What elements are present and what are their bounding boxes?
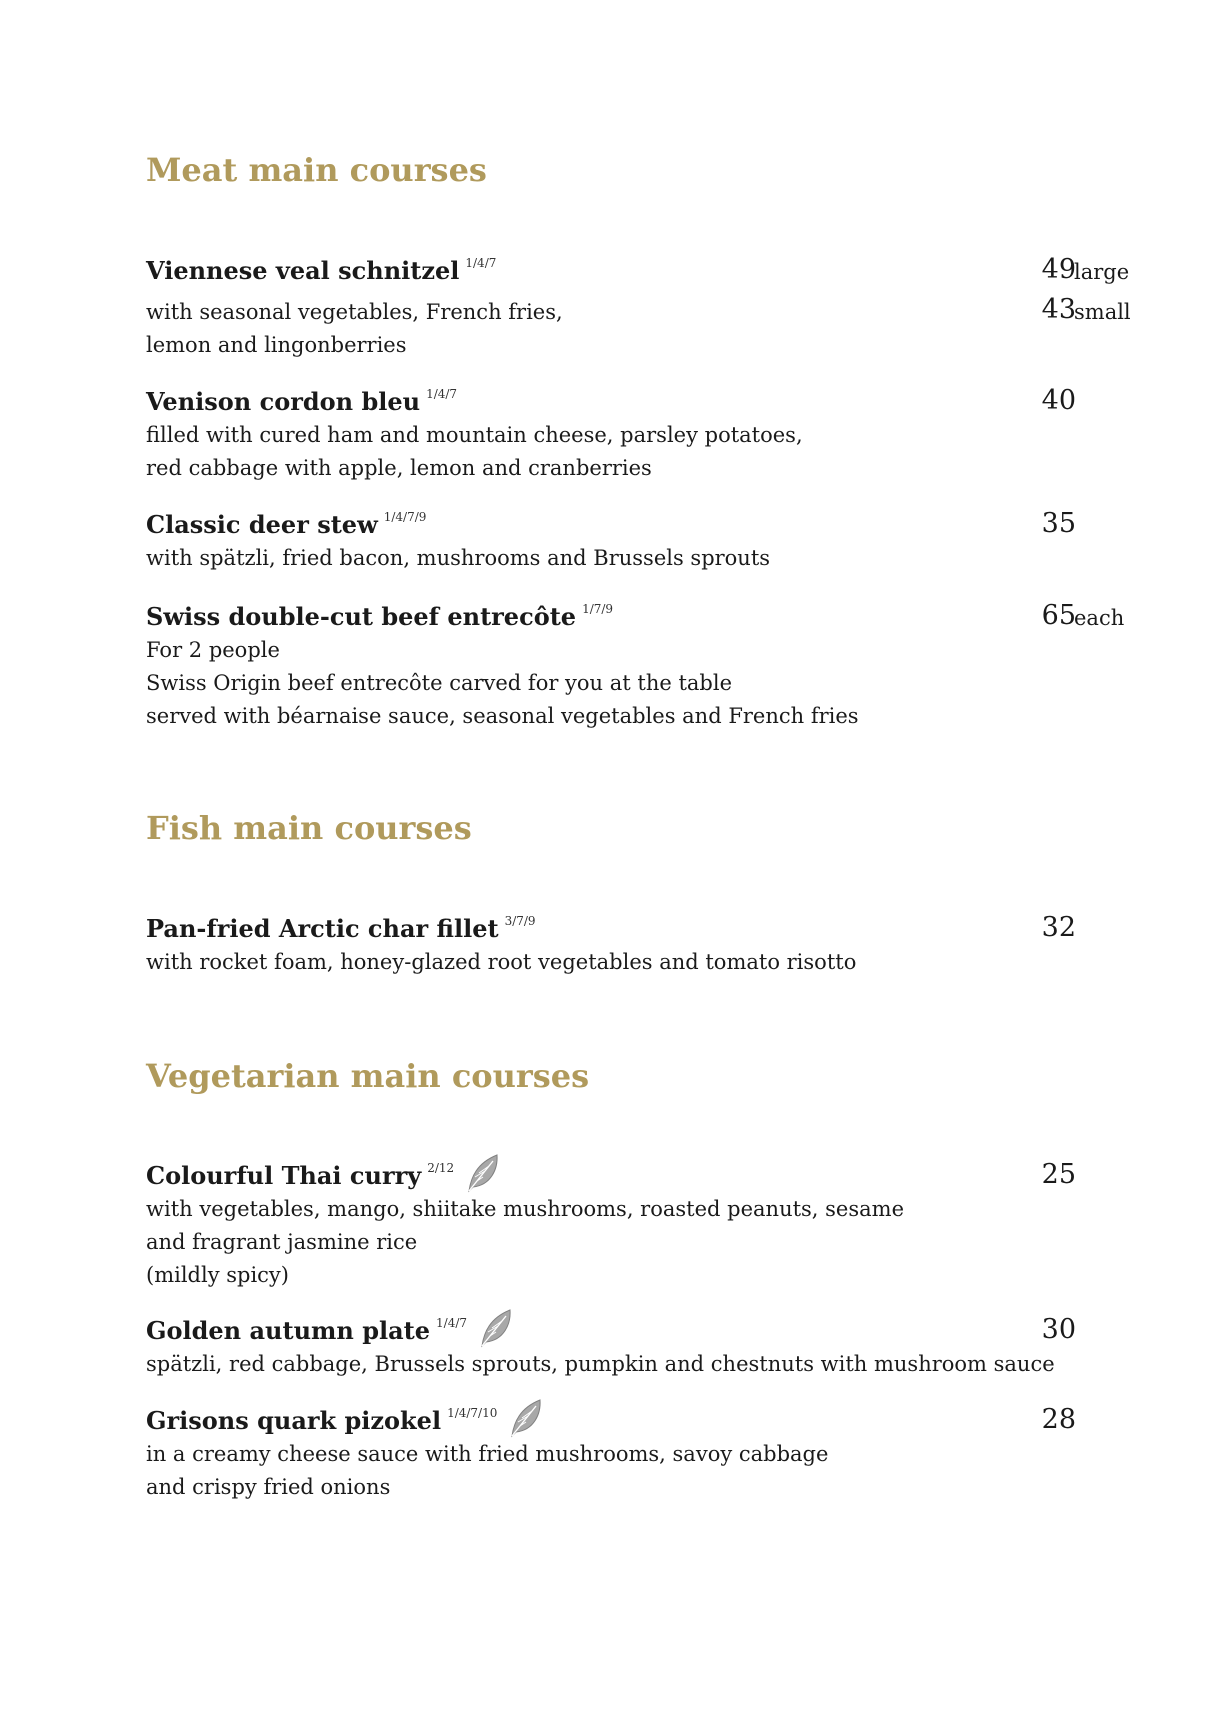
leaf-icon: [478, 1308, 514, 1352]
dish-name: Classic deer stew: [146, 510, 378, 539]
dish-description-line: in a creamy cheese sauce with fried mushrooms, savoy cabbage: [146, 1442, 829, 1466]
allergen-codes: 2/12: [427, 1161, 455, 1175]
dish-name: Golden autumn plate: [146, 1316, 431, 1345]
dish-name: Viennese veal schnitzel: [146, 256, 460, 285]
dish-deer-stew: [146, 508, 1076, 575]
dish-description-line: lemon and lingonberries: [146, 333, 407, 357]
dish-name: Venison cordon bleu: [146, 387, 421, 416]
dish-description-line: and crispy fried onions: [146, 1475, 391, 1499]
dish-description-line: with seasonal vegetables, French fries,: [146, 300, 563, 324]
dish-description-line: with rocket foam, honey-glazed root vegetables and tomato risotto: [146, 950, 857, 974]
dish-veal-schnitzel: [146, 254, 1131, 362]
dish-description-line: and fragrant jasmine rice: [146, 1230, 418, 1254]
dish-description-line: served with béarnaise sauce, seasonal vegetables and French fries: [146, 704, 859, 728]
dish-beef-entrecote: [146, 600, 1125, 733]
price-small: 43: [1041, 294, 1076, 325]
allergen-codes: 1/4/7: [465, 256, 497, 270]
dish-name: Pan-fried Arctic char fillet: [146, 914, 499, 943]
dish-description-line: Swiss Origin beef entrecôte carved for you at the table: [146, 671, 733, 695]
section-title-fish: Fish main courses: [146, 809, 472, 847]
price: 35: [1041, 508, 1076, 539]
dish-description-line: For 2 people: [146, 638, 280, 662]
dish-description-line: (mildly spicy): [146, 1263, 289, 1287]
dish-name: Colourful Thai curry: [146, 1161, 422, 1190]
size-label-small: small: [1074, 300, 1131, 324]
dish-description-line: with spätzli, fried bacon, mushrooms and Brussels sprouts: [146, 546, 771, 570]
dish-description-line: spätzli, red cabbage, Brussels sprouts, pumpkin and chestnuts with mushroom sauce: [146, 1352, 1055, 1376]
dish-thai-curry: [146, 1159, 1076, 1292]
leaf-icon: [508, 1398, 544, 1442]
price: 30: [1041, 1314, 1076, 1345]
dish-name: Grisons quark pizokel: [146, 1406, 442, 1435]
dish-description-line: filled with cured ham and mountain cheese, parsley potatoes,: [146, 423, 803, 447]
section-title-meat: Meat main courses: [146, 151, 487, 189]
dish-golden-autumn-plate: [146, 1314, 1076, 1381]
unit-label: each: [1074, 606, 1125, 630]
dish-quark-pizokel: [146, 1404, 1076, 1504]
section-title-vegetarian: Vegetarian main courses: [146, 1057, 590, 1095]
leaf-icon: [465, 1153, 501, 1197]
price: 40: [1041, 385, 1076, 416]
price: 32: [1041, 912, 1076, 943]
allergen-codes: 1/4/7/9: [383, 510, 427, 524]
allergen-codes: 1/7/9: [582, 602, 614, 616]
dish-arctic-char: [146, 912, 1076, 979]
dish-name: Swiss double-cut beef entrecôte: [146, 602, 577, 631]
allergen-codes: 3/7/9: [504, 914, 536, 928]
allergen-codes: 1/4/7: [436, 1316, 468, 1330]
dish-venison-cordon-bleu: [146, 385, 1076, 485]
price: 25: [1041, 1159, 1076, 1190]
allergen-codes: 1/4/7/10: [447, 1406, 498, 1420]
dish-description-line: with vegetables, mango, shiitake mushrooms, roasted peanuts, sesame: [146, 1197, 904, 1221]
allergen-codes: 1/4/7: [426, 387, 458, 401]
dish-description-line: red cabbage with apple, lemon and cranberries: [146, 456, 652, 480]
price: 28: [1041, 1404, 1076, 1435]
price-large: 49: [1041, 254, 1076, 285]
size-label-large: large: [1074, 260, 1130, 284]
price: 65: [1041, 600, 1076, 631]
